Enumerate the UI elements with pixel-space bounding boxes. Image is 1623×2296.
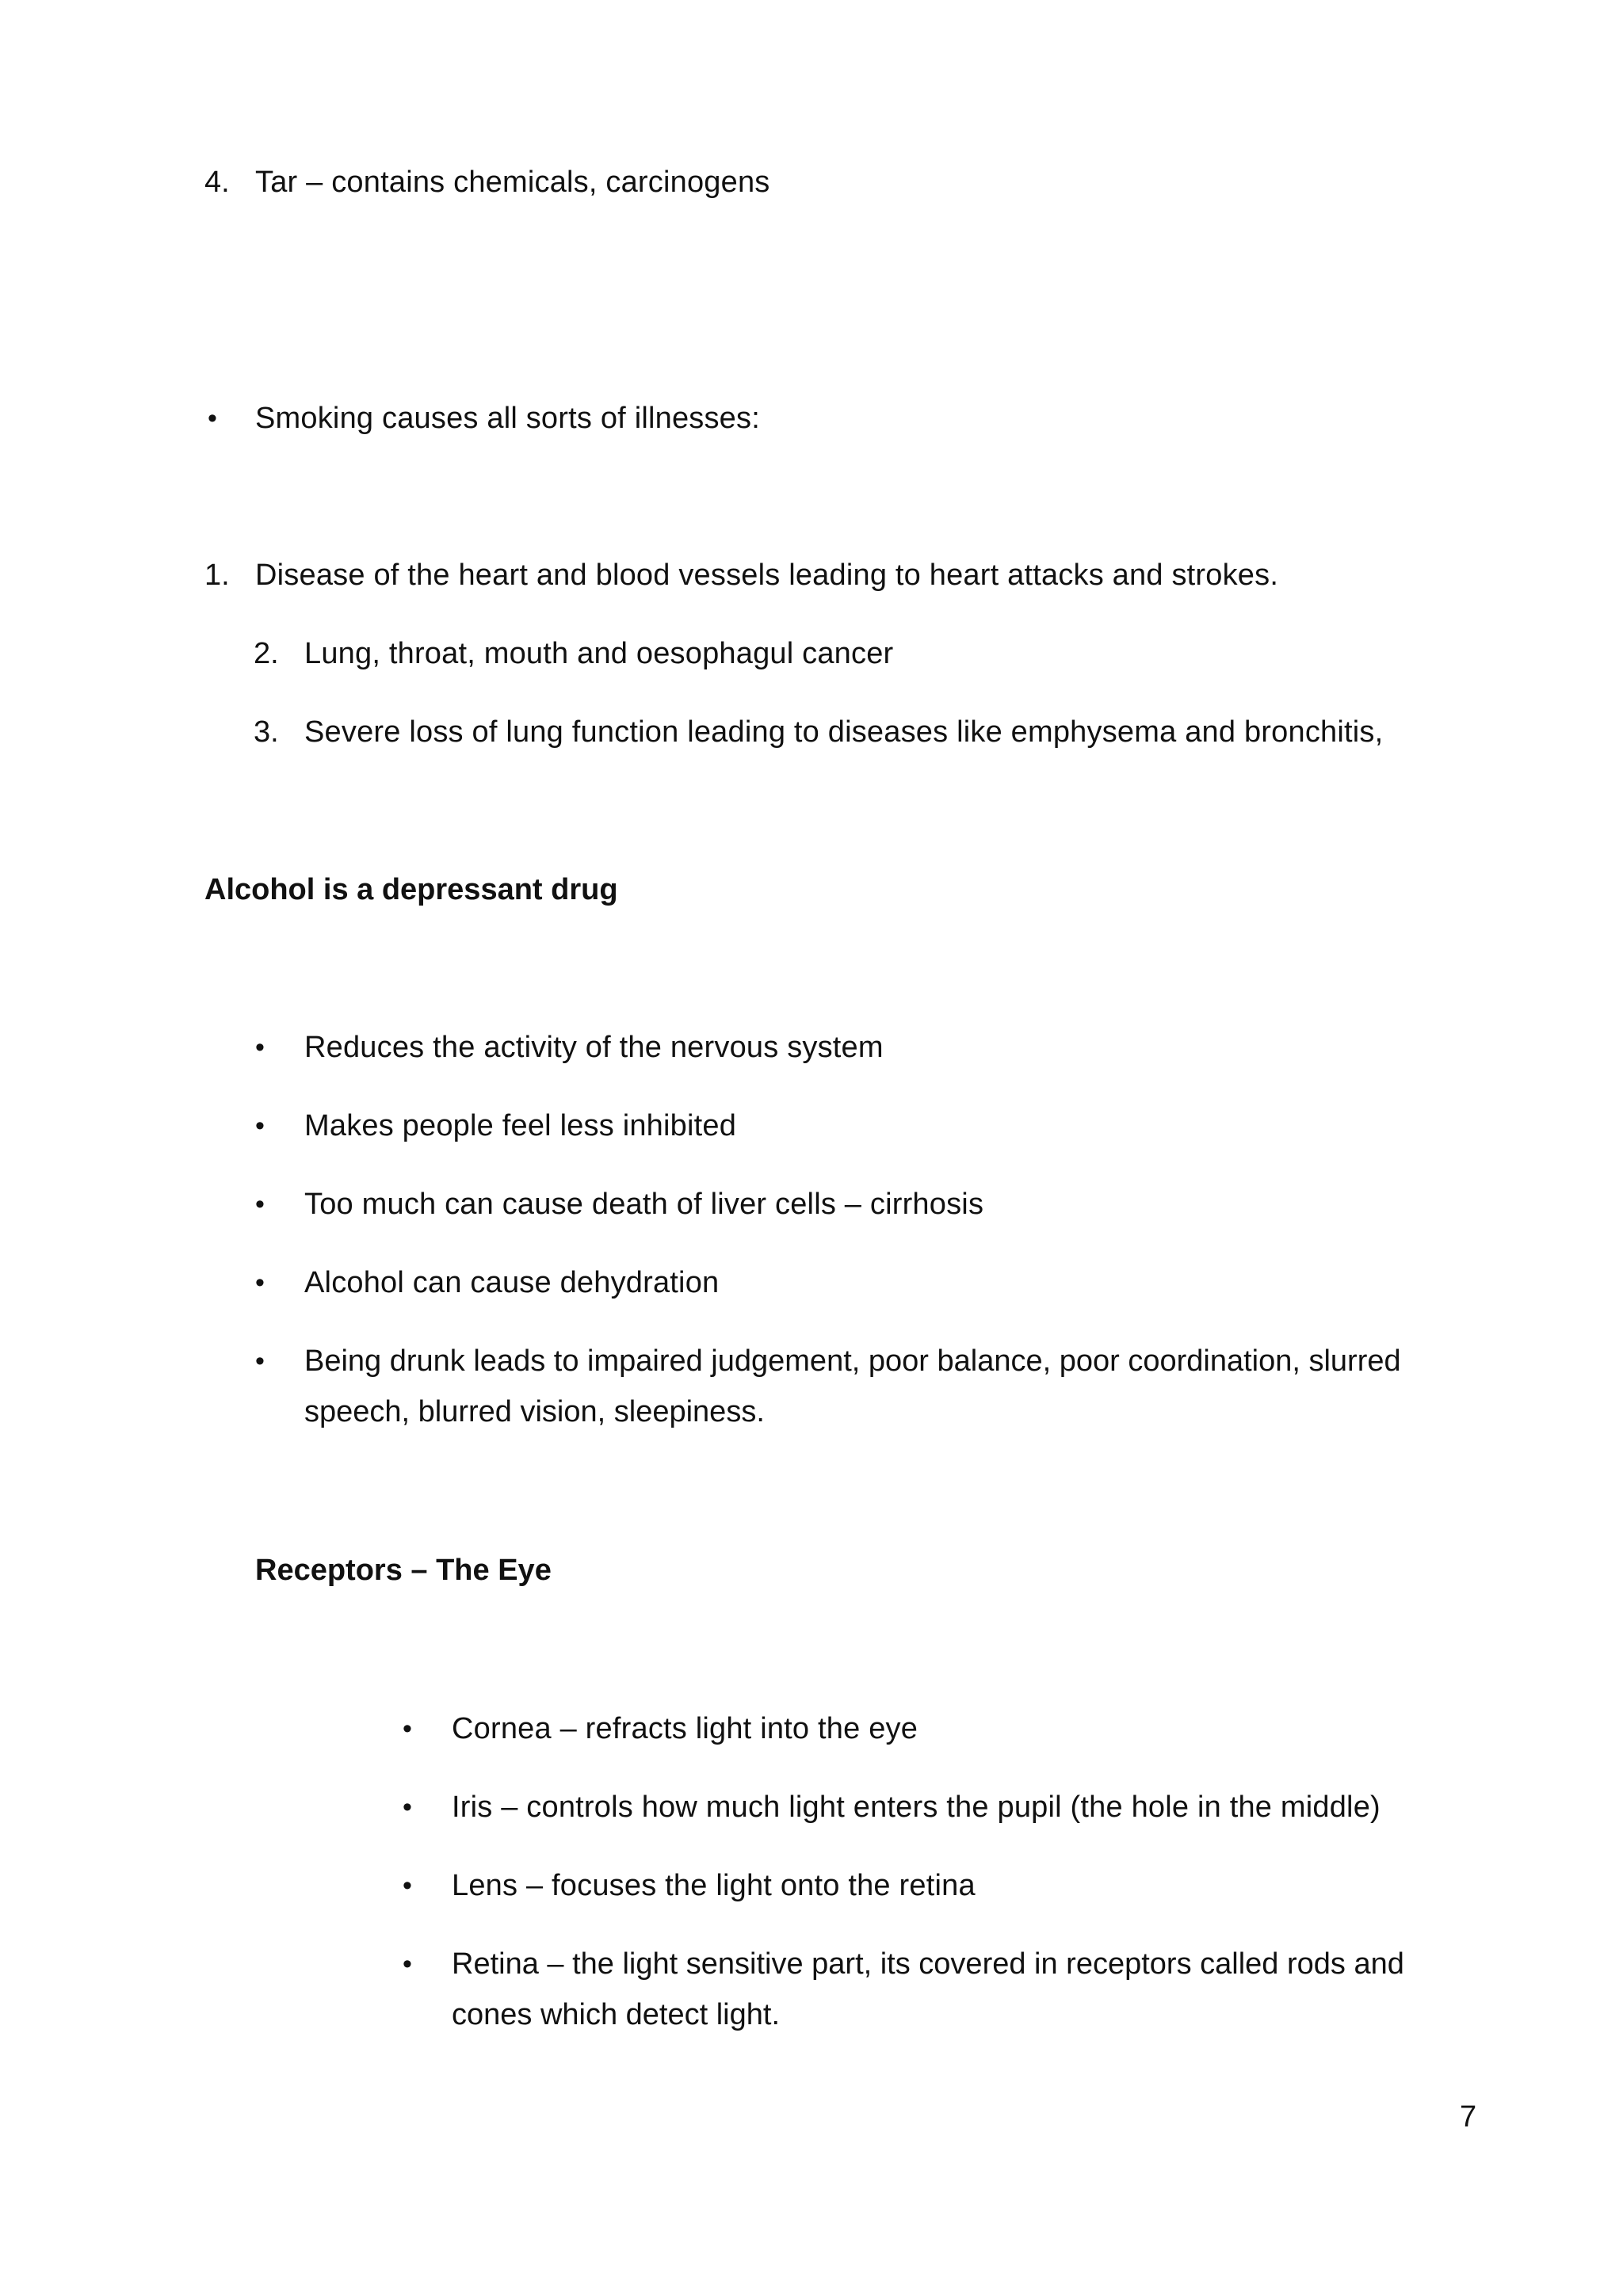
page-number: 7 [1460, 2100, 1477, 2134]
alcohol-point-text: Reduces the activity of the nervous system [304, 1031, 884, 1064]
list-number: 3. [254, 715, 279, 749]
illness-item-text: Severe loss of lung function leading to diseases like emphysema and bronchitis, [304, 715, 1384, 749]
bullet-icon: • [403, 1792, 412, 1822]
alcohol-point-text: Alcohol can cause dehydration [304, 1266, 720, 1299]
bullet-icon: • [255, 1189, 265, 1219]
bullet-icon: • [255, 1111, 265, 1141]
alcohol-point-text: Too much can cause death of liver cells – cirrhosis [304, 1188, 984, 1221]
eye-point-text: Retina – the light sensitive part, its covered in receptors called rods and cones which detect light. [452, 1947, 1404, 2031]
bullet-icon: • [208, 403, 217, 433]
bullet-icon: • [403, 1949, 412, 1979]
alcohol-point-text: Makes people feel less inhibited [304, 1109, 737, 1142]
section-heading-eye: Receptors – The Eye [255, 1554, 552, 1587]
eye-point-text: Iris – controls how much light enters the pupil (the hole in the middle) [452, 1791, 1381, 1824]
bullet-icon: • [255, 1032, 265, 1062]
bullet-icon: • [255, 1268, 265, 1298]
tar-item-text: Tar – contains chemicals, carcinogens [255, 166, 770, 199]
bullet-icon: • [255, 1346, 265, 1376]
smoking-intro-text: Smoking causes all sorts of illnesses: [255, 402, 760, 435]
list-number: 1. [204, 559, 230, 592]
list-number: 2. [254, 637, 279, 670]
eye-point-text: Cornea – refracts light into the eye [452, 1712, 918, 1745]
bullet-icon: • [403, 1871, 412, 1901]
section-heading-alcohol: Alcohol is a depressant drug [204, 873, 618, 906]
list-number: 4. [204, 166, 230, 199]
illness-item-text: Disease of the heart and blood vessels leading to heart attacks and strokes. [255, 559, 1279, 592]
bullet-icon: • [403, 1714, 412, 1744]
eye-point-text: Lens – focuses the light onto the retina [452, 1869, 976, 1902]
alcohol-point-text: Being drunk leads to impaired judgement, poor balance, poor coordination, slurred speech, blurred vision, sleepiness. [304, 1344, 1401, 1428]
illness-item-text: Lung, throat, mouth and oesophagul cancer [304, 637, 894, 670]
